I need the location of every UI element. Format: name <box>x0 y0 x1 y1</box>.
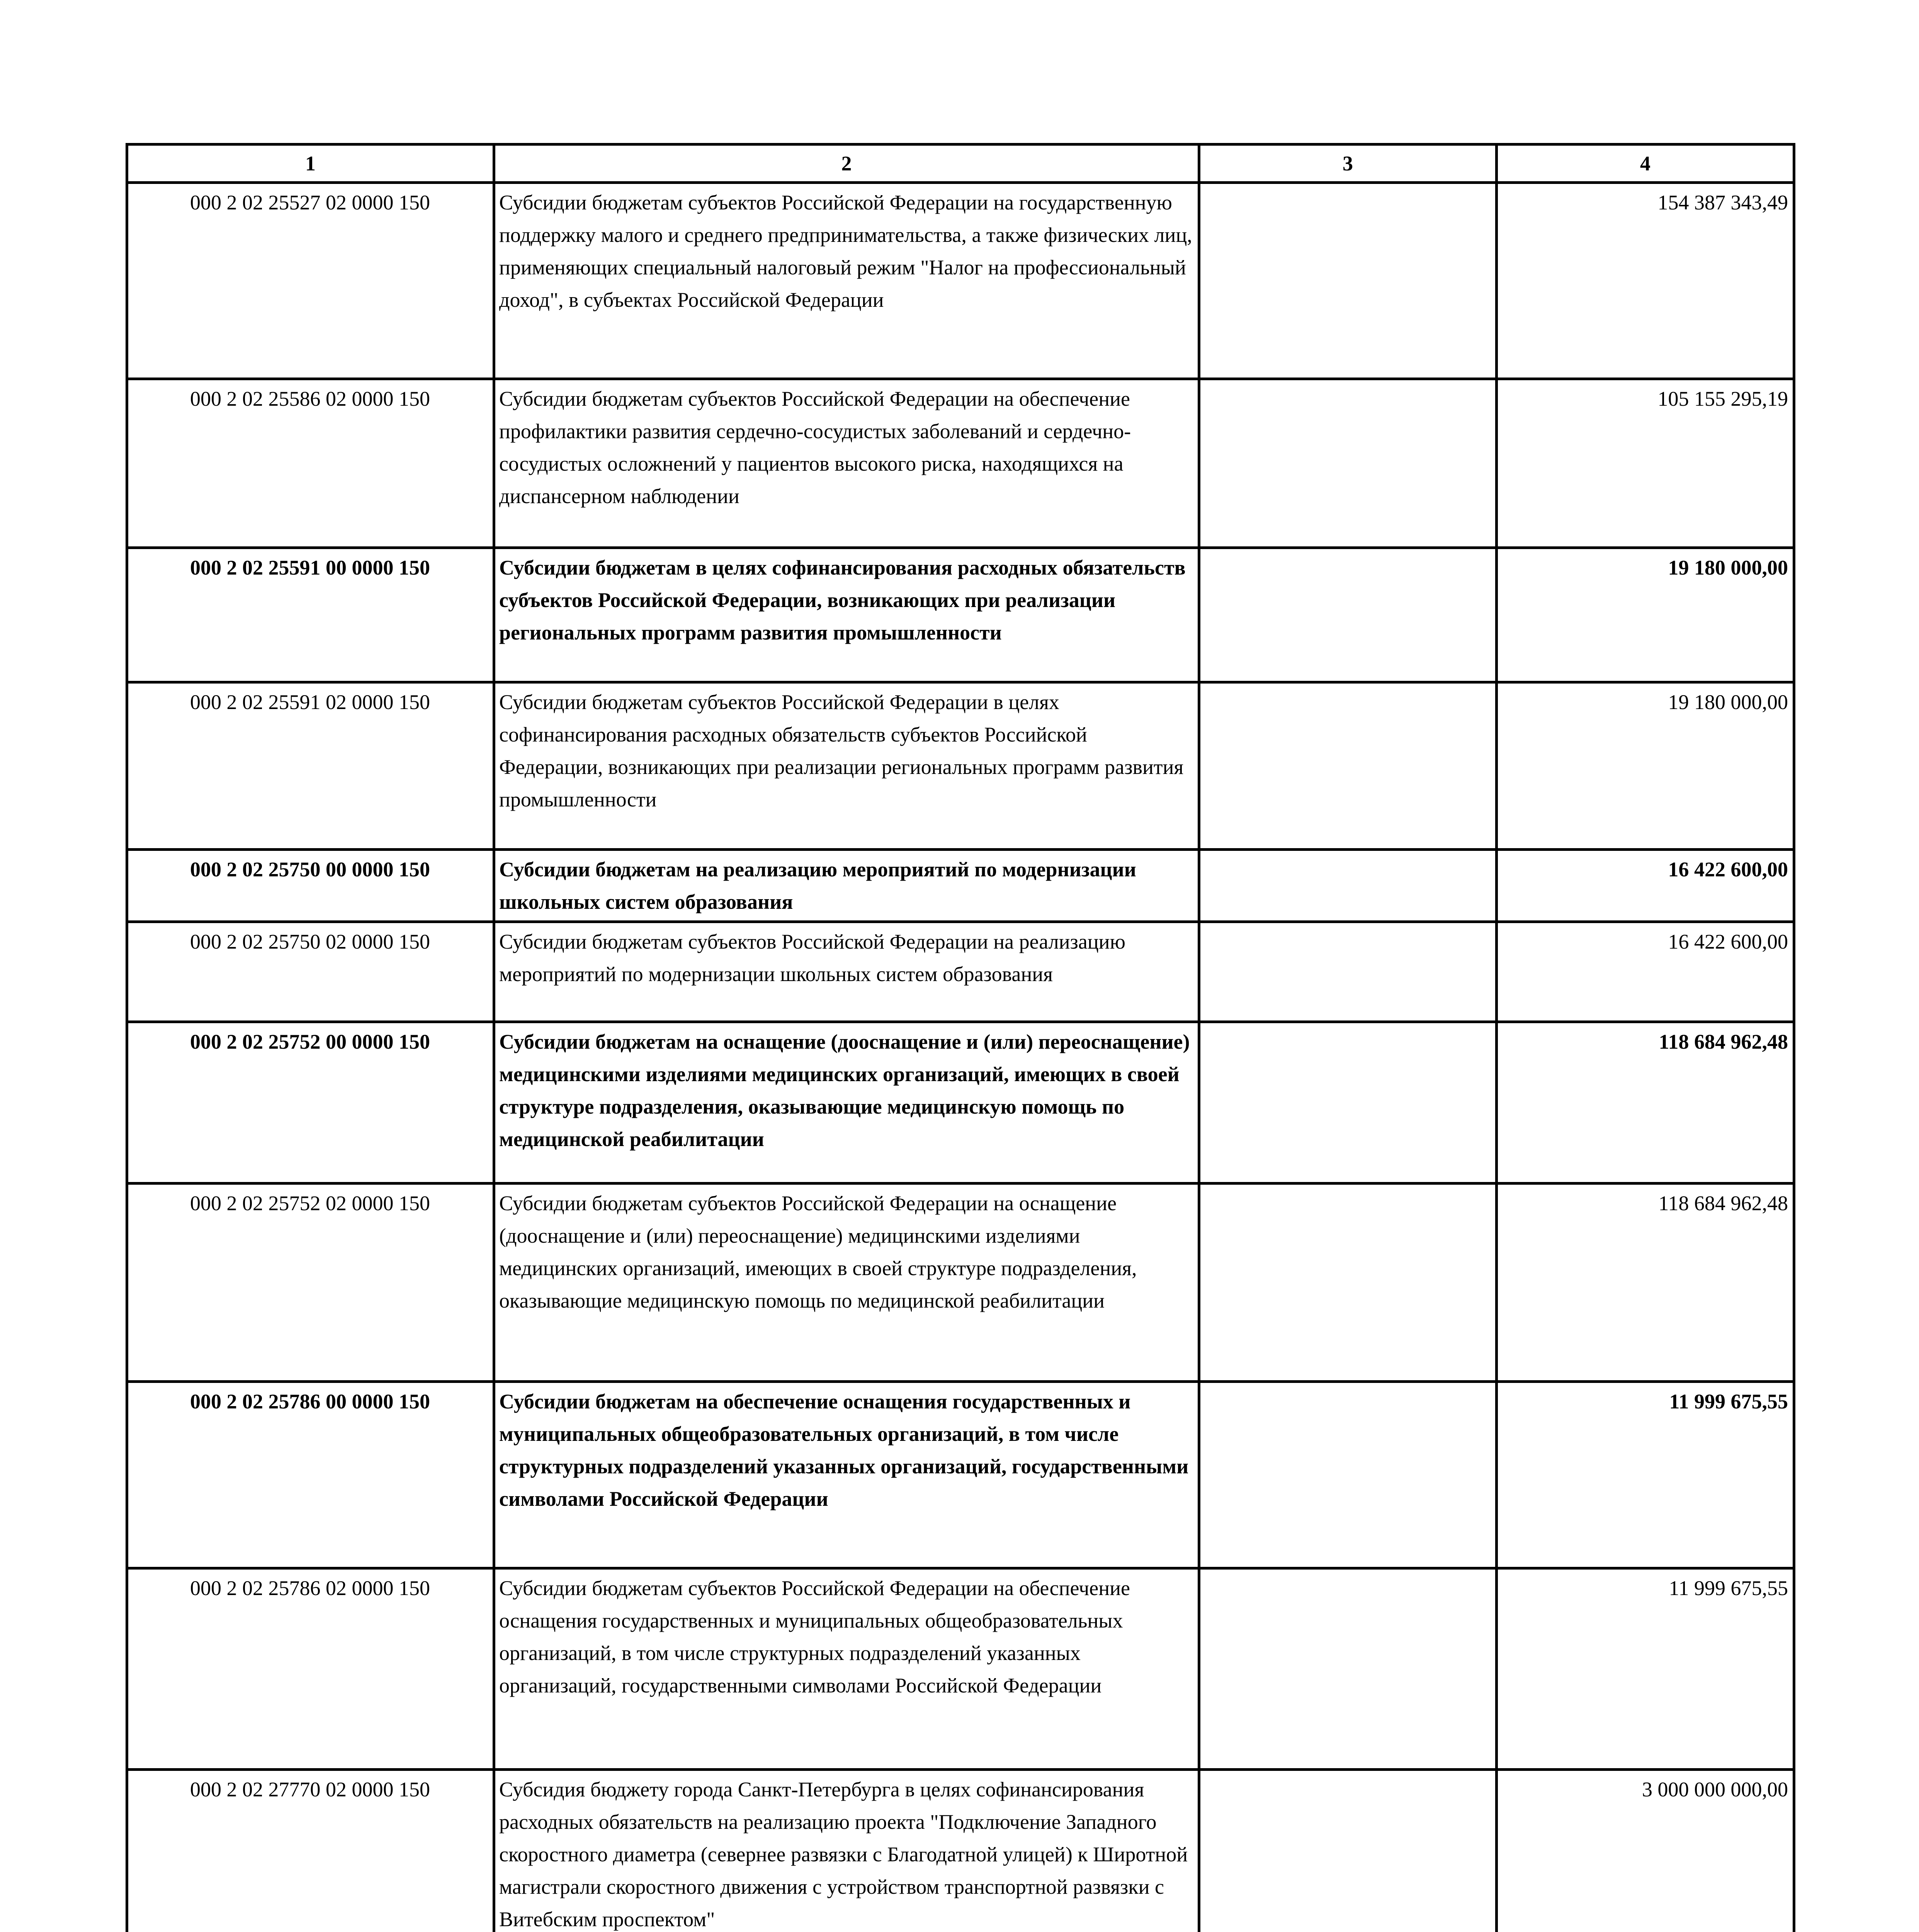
code-cell: 000 2 02 25752 00 0000 150 <box>127 1022 494 1184</box>
table-row <box>127 1568 1794 1770</box>
header-col-1: 1 <box>127 145 494 183</box>
description-cell: Субсидии бюджетам субъектов Российской Федерации в целях софинансирования расходных обязательств субъектов Российской Федерации, возникающих при реализации региональных программ развития промышленности <box>494 682 1199 850</box>
code-cell: 000 2 02 25591 00 0000 150 <box>127 548 494 682</box>
header-col-2: 2 <box>494 145 1199 183</box>
code-cell: 000 2 02 25786 02 0000 150 <box>127 1568 494 1770</box>
value-col3-cell <box>1199 1022 1497 1184</box>
table-row <box>127 922 1794 1022</box>
description-cell: Субсидии бюджетам на оснащение (дооснащение и (или) переоснащение) медицинскими изделиями медицинских организаций, имеющих в своей структуре подразделения, оказывающие медицинскую помощь по медицинской реабилитации <box>494 1022 1199 1184</box>
table-row <box>127 548 1794 682</box>
description-cell: Субсидии бюджетам на реализацию мероприятий по модернизации школьных систем образования <box>494 850 1199 922</box>
table-row <box>127 183 1794 379</box>
budget-table <box>126 143 1795 1932</box>
value-col4-cell: 118 684 962,48 <box>1497 1184 1794 1382</box>
value-col3-cell <box>1199 183 1497 379</box>
value-col4-cell: 19 180 000,00 <box>1497 548 1794 682</box>
code-cell: 000 2 02 25750 00 0000 150 <box>127 850 494 922</box>
code-cell: 000 2 02 27770 02 0000 150 <box>127 1770 494 1932</box>
header-col-4: 4 <box>1497 145 1794 183</box>
value-col3-cell <box>1199 682 1497 850</box>
description-cell: Субсидии бюджетам субъектов Российской Федерации на государственную поддержку малого и среднего предпринимательства, а также физических лиц, применяющих специальный налоговый режим "Налог на профессиональный доход", в субъектах Российской Федерации <box>494 183 1199 379</box>
header-row <box>127 145 1794 183</box>
table-row <box>127 1382 1794 1568</box>
value-col4-cell: 3 000 000 000,00 <box>1497 1770 1794 1932</box>
code-cell: 000 2 02 25591 02 0000 150 <box>127 682 494 850</box>
table-row <box>127 1184 1794 1382</box>
value-col4-cell: 118 684 962,48 <box>1497 1022 1794 1184</box>
value-col3-cell <box>1199 922 1497 1022</box>
value-col4-cell: 19 180 000,00 <box>1497 682 1794 850</box>
code-cell: 000 2 02 25750 02 0000 150 <box>127 922 494 1022</box>
value-col4-cell: 11 999 675,55 <box>1497 1568 1794 1770</box>
code-cell: 000 2 02 25527 02 0000 150 <box>127 183 494 379</box>
description-cell: Субсидия бюджету города Санкт-Петербурга в целях софинансирования расходных обязательств на реализацию проекта "Подключение Западного скоростного диаметра (севернее развязки с Благодатной улицей) к Широтной магистрали скоростного движения с устройством транспортной развязки с Витебским проспектом" <box>494 1770 1199 1932</box>
table-row <box>127 1770 1794 1932</box>
description-cell: Субсидии бюджетам субъектов Российской Федерации на реализацию мероприятий по модернизации школьных систем образования <box>494 922 1199 1022</box>
code-cell: 000 2 02 25786 00 0000 150 <box>127 1382 494 1568</box>
document-sheet <box>126 143 1793 1932</box>
table-row <box>127 682 1794 850</box>
table-row <box>127 850 1794 922</box>
description-cell: Субсидии бюджетам на обеспечение оснащения государственных и муниципальных общеобразовательных организаций, в том числе структурных подразделений указанных организаций, государственными символами Российской Федерации <box>494 1382 1199 1568</box>
description-cell: Субсидии бюджетам субъектов Российской Федерации на обеспечение профилактики развития сердечно-сосудистых заболеваний и сердечно-сосудистых осложнений у пациентов высокого риска, находящихся на диспансерном наблюдении <box>494 379 1199 548</box>
value-col4-cell: 154 387 343,49 <box>1497 183 1794 379</box>
value-col3-cell <box>1199 1770 1497 1932</box>
description-cell: Субсидии бюджетам субъектов Российской Федерации на обеспечение оснащения государственных и муниципальных общеобразовательных организаций, в том числе структурных подразделений указанных организаций, государственными символами Российской Федерации <box>494 1568 1199 1770</box>
table-body <box>127 183 1794 1932</box>
code-cell: 000 2 02 25752 02 0000 150 <box>127 1184 494 1382</box>
value-col3-cell <box>1199 548 1497 682</box>
value-col3-cell <box>1199 1382 1497 1568</box>
value-col4-cell: 16 422 600,00 <box>1497 922 1794 1022</box>
value-col4-cell: 105 155 295,19 <box>1497 379 1794 548</box>
header-col-3: 3 <box>1199 145 1497 183</box>
value-col4-cell: 16 422 600,00 <box>1497 850 1794 922</box>
value-col3-cell <box>1199 850 1497 922</box>
table-row <box>127 379 1794 548</box>
value-col3-cell <box>1199 1568 1497 1770</box>
description-cell: Субсидии бюджетам субъектов Российской Федерации на оснащение (дооснащение и (или) переоснащение) медицинскими изделиями медицинских организаций, имеющих в своей структуре подразделения, оказывающие медицинскую помощь по медицинской реабилитации <box>494 1184 1199 1382</box>
value-col3-cell <box>1199 379 1497 548</box>
table-row <box>127 1022 1794 1184</box>
code-cell: 000 2 02 25586 02 0000 150 <box>127 379 494 548</box>
value-col4-cell: 11 999 675,55 <box>1497 1382 1794 1568</box>
value-col3-cell <box>1199 1184 1497 1382</box>
description-cell: Субсидии бюджетам в целях софинансирования расходных обязательств субъектов Российской Федерации, возникающих при реализации региональных программ развития промышленности <box>494 548 1199 682</box>
